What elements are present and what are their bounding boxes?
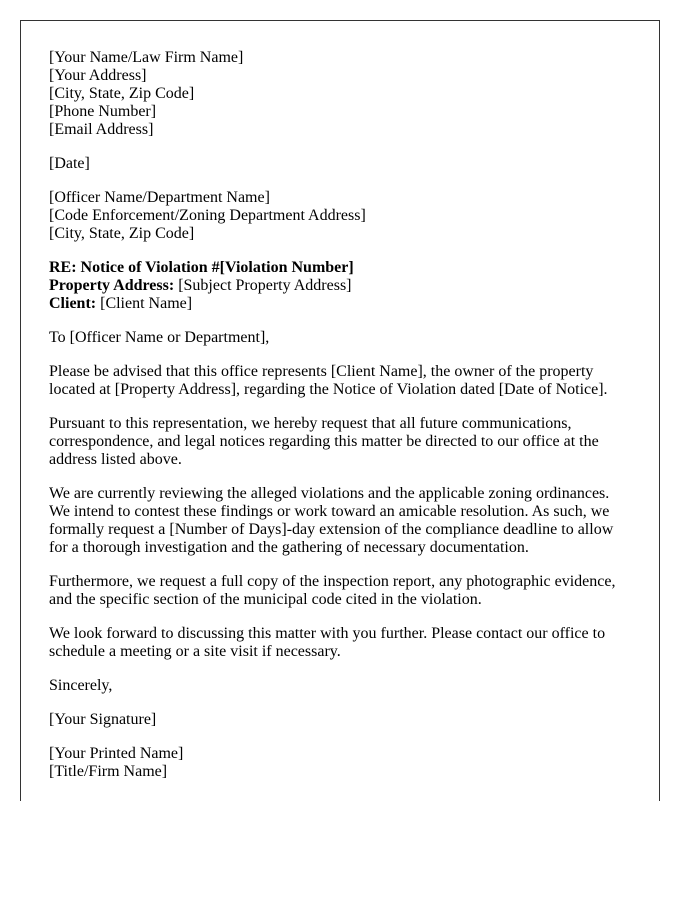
salutation: To [Officer Name or Department], bbox=[49, 329, 270, 346]
body-paragraph: We are currently reviewing the alleged violations and the applicable zoning ordinances. We intend to contest these findings or work toward an amicable resolution. As such, we formally request a [Number of Days]-day extension of the compliance deadline to allow for a thorough investigation and the gathering of necessary documentation. bbox=[49, 485, 614, 556]
property-address-label: Property Address: bbox=[49, 277, 175, 294]
letter-body bbox=[49, 49, 631, 781]
client-value: [Client Name] bbox=[96, 295, 193, 312]
body-paragraph: Pursuant to this representation, we hereby request that all future communications, correspondence, and legal notices regarding this matter be directed to our office at the address listed above. bbox=[49, 415, 599, 468]
sender-address: [Your Address] bbox=[49, 67, 147, 84]
re-subject: RE: Notice of Violation #[Violation Number] bbox=[49, 259, 354, 276]
body-paragraph: We look forward to discussing this matter with you further. Please contact our office to schedule a meeting or a site visit if necessary. bbox=[49, 625, 606, 660]
property-address-value: [Subject Property Address] bbox=[174, 277, 352, 294]
sender-city-state-zip: [City, State, Zip Code] bbox=[49, 85, 195, 102]
closing: Sincerely, bbox=[49, 677, 113, 694]
signoff-block bbox=[49, 745, 631, 781]
recipient-address: [Code Enforcement/Zoning Department Address] bbox=[49, 207, 366, 224]
letter-page bbox=[20, 20, 660, 801]
signature: [Your Signature] bbox=[49, 711, 157, 728]
sender-email: [Email Address] bbox=[49, 121, 154, 138]
sender-name: [Your Name/Law Firm Name] bbox=[49, 49, 244, 66]
sender-block bbox=[49, 49, 631, 139]
body-paragraph: Please be advised that this office represents [Client Name], the owner of the property located at [Property Address], regarding the Notice of Violation dated [Date of Notice]. bbox=[49, 363, 608, 398]
letter-date: [Date] bbox=[49, 155, 90, 172]
recipient-block bbox=[49, 189, 631, 243]
title-firm: [Title/Firm Name] bbox=[49, 763, 168, 780]
sender-phone: [Phone Number] bbox=[49, 103, 157, 120]
property-address-line bbox=[49, 277, 631, 295]
printed-name: [Your Printed Name] bbox=[49, 745, 184, 762]
client-line bbox=[49, 295, 631, 313]
client-label: Client: bbox=[49, 295, 97, 312]
recipient-name: [Officer Name/Department Name] bbox=[49, 189, 270, 206]
recipient-city-state-zip: [City, State, Zip Code] bbox=[49, 225, 195, 242]
re-block bbox=[49, 259, 631, 313]
body-paragraph: Furthermore, we request a full copy of the inspection report, any photographic evidence, and the specific section of the municipal code cited in the violation. bbox=[49, 573, 616, 608]
